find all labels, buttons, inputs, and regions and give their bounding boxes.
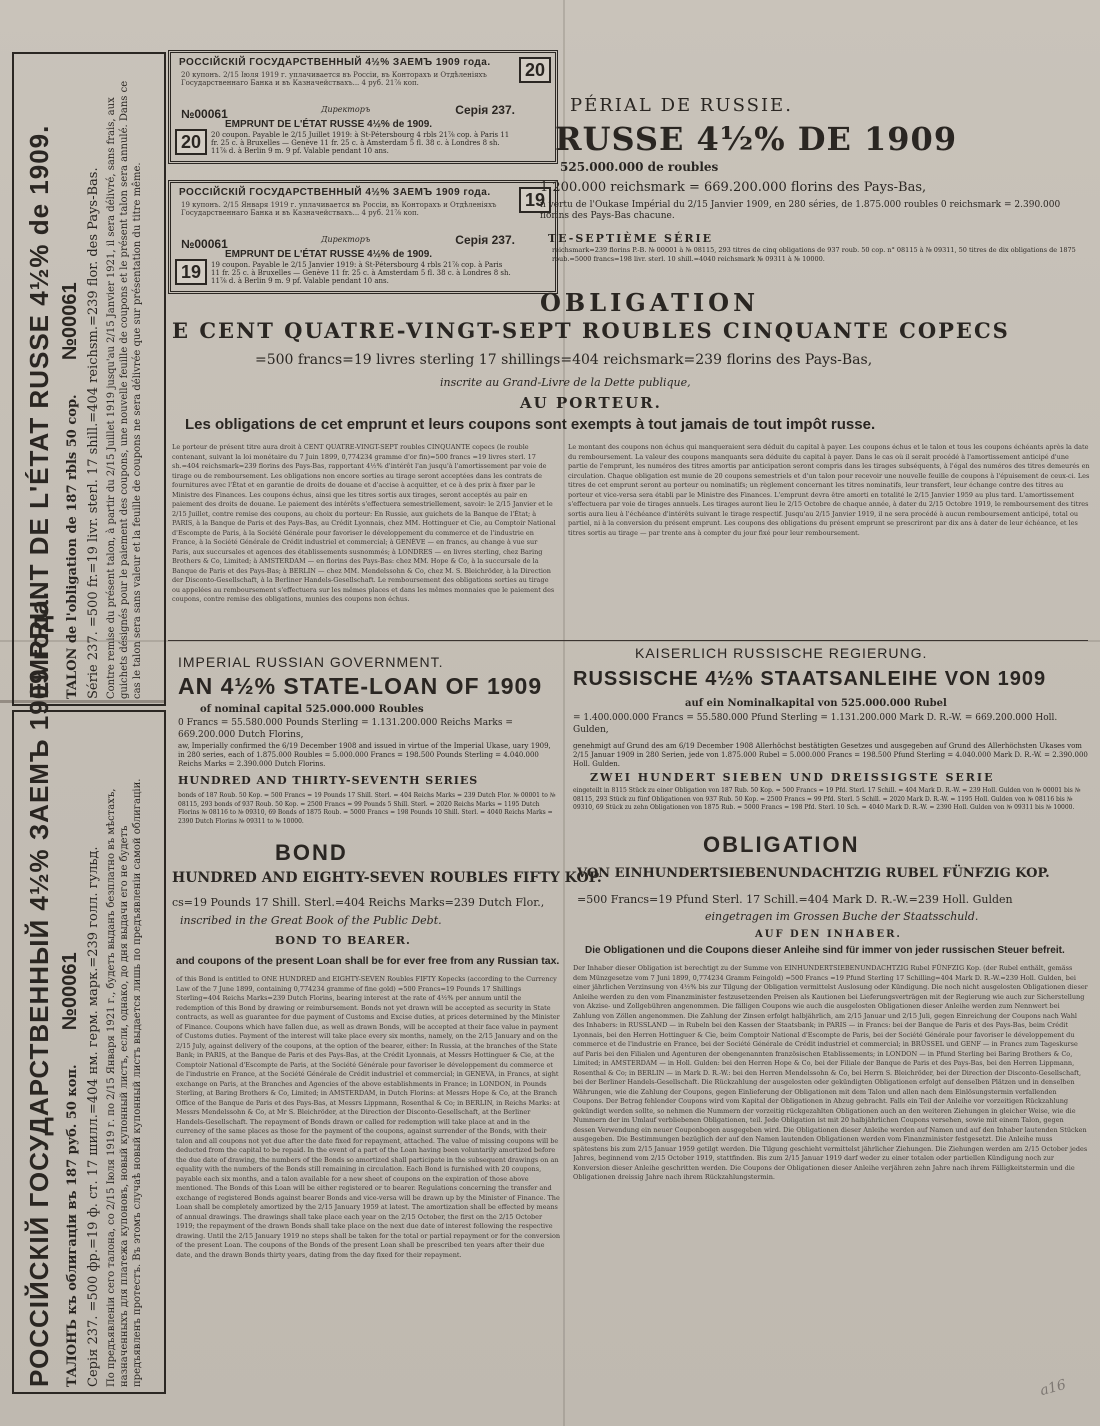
german-series-title: ZWEI HUNDERT SIEBEN UND DREISSIGSTE SERIE bbox=[590, 771, 995, 784]
german-amount: VON EINHUNDERTSIEBENUNDACHTZIG RUBEL FÜNFZIG KOP. bbox=[577, 866, 1050, 881]
talon-russian-series: Серія 237. bbox=[86, 1315, 101, 1387]
coupon-20-number-top: 20 bbox=[519, 57, 551, 83]
french-tax-exempt: Les obligations de cet emprunt et leurs coupons sont exempts à tout jamais de tout impôt russe. bbox=[185, 416, 876, 433]
talon-russian-number: №00061 bbox=[59, 952, 81, 1031]
english-tax-exempt: and coupons of the present Loan shall be for ever free from any Russian tax. bbox=[176, 955, 560, 967]
english-amount: HUNDRED AND EIGHTY-SEVEN ROUBLES FIFTY KOP. bbox=[172, 870, 602, 886]
pencil-mark: a16 bbox=[1038, 1376, 1068, 1400]
german-tax-exempt: Die Obligationen und die Coupons dieser Anleihe sind für immer von jeder russischen Steuer befreit. bbox=[585, 945, 1065, 956]
coupon-20-ru-header: РОССІЙСКІЙ ГОСУДАРСТВЕННЫЙ 4½% ЗАЕМЪ 1909 года. bbox=[179, 57, 491, 68]
german-conversion: = 1.400.000.000 Francs = 55.580.000 Pfund Sterling = 1.131.200.000 Mark D. R.-W. = 669.200.000 Holl. Gulden, bbox=[573, 713, 1058, 735]
coupon-19-series: Серія 237. bbox=[455, 233, 515, 247]
german-loan-title: RUSSISCHE 4½% STAATSANLEIHE VON 1909 bbox=[573, 668, 1047, 690]
english-conversion: 0 Francs = 55.580.000 Pounds Sterling = 1.131.200.000 Reichs Marks = 669.200.000 Dutch Florins, bbox=[178, 718, 513, 740]
coupon-19-ru-text: 19 купонъ. 2/15 Января 1919 г. уплачивается въ Россіи, въ Конторахъ и Отдѣленіяхъ Государственнаго Банка и въ Казначействахъ... 4 руб. 21⅞ коп. bbox=[181, 201, 497, 217]
coupon-20-series: Серія 237. bbox=[455, 103, 515, 117]
coupon-20 bbox=[168, 50, 558, 164]
french-terms-left: Le porteur de présent titre aura droit à CENT QUATRE-VINGT-SEPT roubles CINQUANTE copecs (le rouble contenant, suivant la loi monétaire du 7 Juin 1899, 0,774234 gramme d'or fin)=500 francs =19 livres sterl. 17 sh.=404 reichsmark=239 florins des Pays-Bas, rapportant 4½% d'intérêt l'an jusqu'à l'amortissement par voie de tirage ou de remboursement. Les obligations non encore sorties au tirage seront acceptées dans les contrats de fournitures avec l'État et en garantie de droits de douane et d'accise à acquitter, et ce à des prix à fixer par le Ministre des Finances. Les coupons échus, ainsi que les titres sortis aux tirages, seront acceptés au pair en paiement des droits de douane. Le paiement des intérêts s'effectuera semestriellement, savoir: le 2/15 Janvier et le 2/15 Juillet, contre remise des coupons, au choix du porteur: En Russie, aux guichets de la Banque de l'État; à PARIS, à la Banque de Paris et des Pays-Bas, au Crédit Lyonnais, chez MM. Hottinguer et Cie, au Comptoir National d'Escompte de Paris, à la Société Générale pour favoriser le développement du commerce et de l'industrie en France, à la Société Générale de Crédit industriel et commercial; à GENÈVE — en francs, au change à vue sur Paris, aux succursales et agences des établissements susnommés; à LONDRES — en livres sterling, chez Baring Brothers & Co, Limited; à AMSTERDAM — en florins des Pays-Bas: chez MM. Hope & Co, à la succursale de la Banque de Paris et des Pays-Bas; à BERLIN — chez MM. Mendelssohn & Co, chez M. S. Bleichröder, à la Direction der Disconto-Gesellschaft, à la Berliner Handels-Gesellschaft. Le remboursement des obligations sorties au tirage ou appelées au remboursement s'effectuera sur les mêmes places et dans les mêmes monnaies que le paiement des coupons, contre remise des obligations, munies des coupons non échus. bbox=[172, 443, 556, 603]
french-obligation-title: OBLIGATION bbox=[540, 288, 760, 317]
german-terms: Der Inhaber dieser Obligation ist berechtigt zu der Summe von EINHUNDERTSIEBENUNDACHTZIG Rubel FÜNFZIG Kop. (der Rubel enthält, gemäss dem Münzgesetze vom 7 Juni 1899, 0,774234 Gramm Feingold) =500 Francs =19 Pfund Sterling 17 Schilling=404 Mark D. R.-W.=239 Holl. Gulden, bei einer jährlichen Verzinsung von 4½% bis zur Tilgung der Obligation vermittelst Auslosung oder Kündigung. Die noch nicht ausgelosten Obligationen dieser Anleihe werden zu den vom Finanzminister festzusetzenden Preisen als Kautionen bei Lieferungsverträgen mit der Regierung wie auch zur Sicherstellung von Akzise- und Zollgebühren angenommen. Die fälligen Coupons wie auch die ausgelosten Obligationen dieser Anleihe werden zum Nennwert bei Zahlung von Zöllen angenommen. Die Zahlung der Zinsen erfolgt halbjährlich, am 2/15 Januar und 2/15 Juli, gegen Einreichung der Coupons nach Wahl des Inhabers: in RUSSLAND — in Rubeln bei den Kassen der Staatsbank; in PARIS — in Francs: bei der Banque de Paris et des Pays-Bas, beim Crédit Lyonnais, bei den Herren Hottinguer & Cie, beim Comptoir National d'Escompte de Paris, bei der Société Générale pour favoriser le développement du commerce et de l'industrie en France, bei der Société Générale de Crédit industriel et commercial; in BRÜSSEL und GENF — in Francs zum Tageskurse auf Paris bei den Filialen und Agenturen der obengenannten französischen Etablissements; in LONDON — in Pfund Sterling bei Baring Brothers & Co, Limited; in AMSTERDAM — in Holl. Gulden: bei den Herren Hope & Co, bei der Filiale der Banque de Paris et des Pays-Bas, bei den Herren Lippmann, Rosenthal & Co; in BERLIN — in Mark D. R.-W.: bei den Herren Mendelssohn & Co, bei Herrn S. Bleichröder, bei der Direction der Disconto-Gesellschaft, bei der Berliner Handels-Gesellschaft. Die Rückzahlung der ausgelosten oder gekündigten Obligationen erfolgt auf denselben Plätzen und in denselben Währungen, wie die Zahlung der Coupons, gegen Einlieferung der Obligationen mit dem Talon und allen nach dem Einlösungstermin verfallenden Coupons. Der Betrag fehlender Coupons wird vom Kapital der Obligationen in Abzug gebracht. Falls ein Teil der Anleihe vor vorzeitigen Rückzahlung gekündigt werden sollte, so nehmen die Nummern der vorzeitig rückgezahlten Obligationen auch an den weiteren Ziehungen in gleicher Weise, wie die Nummern der im Umlauf verbliebenen Obligationen, teil. Jede Obligation ist mit 20 halbjährlichen Coupons versehen, sowie mit einem Talon, gegen dessen Verwendung ein neuer Couponbogen ausgegeben wird. Die Obligationen dieser Anleihe werden auf Namen und auf den Inhaber lautenden Stücken ausgegeben. Die Bestimmungen bezüglich der auf den Namen lautenden Obligationen werden vom Finanzminister festgesetzt. Die Anleihe muss spätestens bis zum 2/15 Januar 1959 getilgt werden. Die Tilgung geschieht vermittelst jährlicher Ziehungen. Die Ziehungen werden am 2/15 October jedes Jahres, beginnend vom 2/15 October 1919, stattfinden. Bis zum 2/15 Januar 1919 darf weder zu einer totalen oder partiellen Kündigung noch zur Konversion dieser Anleihe geschritten werden. Die Coupons der Obligationen dieser Anleihe verjähren zehn Jahre nach ihrem Fälligkeitstermin und die Obligationen dreissig Jahre nach ihrem Rückzahlungstermin. bbox=[573, 964, 1088, 1181]
french-series-title: TE-SEPTIÈME SÉRIE bbox=[548, 232, 714, 245]
talon-russian-title: РОССІЙСКІЙ ГОСУДАРСТВЕННЫЙ 4½% ЗАЕМЪ 1909 года. bbox=[24, 590, 54, 1387]
french-loan-title: RUSSE 4½% DE 1909 bbox=[555, 120, 958, 158]
talon-russian-text: По предъявленіи сего талона, со 2/15 Іюля 1919 г. по 2/15 Января 1921 г., будетъ выданъ безплатно въ мѣстахъ, назначенныхъ для платежа купоновъ, новый купонный листъ, если, однако, до дня выдачи его не будетъ предъявленъ протестъ. Въ этомъ случаѣ новый купонный листъ выдается лишь по предъявленіи самой облигаціи. bbox=[106, 778, 143, 1387]
english-inscribed: inscribed in the Great Book of the Public Debt. bbox=[180, 914, 442, 927]
talon-russian-line: ТАЛОНЪ къ облигаціи въ 187 руб. 50 коп. bbox=[65, 1064, 80, 1387]
coupon-20-ru-text: 20 купонъ. 2/15 Іюля 1919 г. уплачивается въ Россіи, въ Конторахъ и Отдѣленіяхъ Государственнаго Банка и въ Казначействахъ... 4 руб. 21⅞ коп. bbox=[181, 71, 487, 87]
german-issue-text: genehmigt auf Grund des am 6/19 December 1908 Allerhöchst bestätigten Gesetzes und ausgegeben auf Grund des Allerhöchsten Ukases vom 2/15 Januar 1909 in 280 Serien, jede von 1.875.000 Rubel = 5.000.000 Francs = 198.500 Pfund Sterling = 4.040.000 Mark D. R.-W. = 2.390.000 Holl. Gulden. bbox=[573, 742, 1088, 768]
french-denomination-text: reichsmark=239 florins P.-B. № 00001 à № 08115, 293 titres de cinq obligations de 937 roub. 50 cop. n° 08115 à № 09311, 50 titres de dix obligations de 1875 roub.=5000 francs=198 livr. sterl. 10 shill.=4040 reichsmark № 09311 à № 10000. bbox=[552, 246, 1076, 263]
english-series-title: HUNDRED AND THIRTY-SEVENTH SERIES bbox=[178, 774, 479, 787]
french-equivalent: =500 francs=19 livres sterling 17 shillings=404 reichsmark=239 florins des Pays-Bas, bbox=[255, 352, 873, 368]
german-capital: auf ein Nominalkapital von 525.000.000 Rubel bbox=[685, 698, 947, 709]
french-inscribed: inscrite au Grand-Livre de la Dette publique, bbox=[440, 376, 691, 389]
coupon-20-fr-header: EMPRUNT DE L'ÉTAT RUSSE 4½% de 1909. bbox=[225, 119, 433, 130]
coupon-20-serial: №00061 bbox=[181, 107, 228, 121]
french-sum: 1.200.000 reichsmark = 669.200.000 florins des Pays-Bas, bbox=[540, 180, 927, 195]
french-capital: 525.000.000 de roubles bbox=[560, 160, 719, 174]
coupon-19-number-top: 19 bbox=[519, 187, 551, 213]
german-denomination-text: eingeteilt in 8115 Stück zu einer Obligation von 187 Rub. 50 Kop. = 500 Francs = 19 Pfd. Sterl. 17 Schill. = 404 Mark D. R.-W. = 239 Holl. Gulden von № 00001 bis № 08115, 293 Stück zu fünf Obligationen von 937 Rub. 50 Kop. = 2500 Francs = 99 Pfd. Sterl. 5 Schill. = 2020 Mark D. R.-W. = 1195 Holl. Gulden von № 08116 bis № 09310, 69 Stück zu zehn Obligationen von 1875 Rub. = 5000 Francs = 198 Pfd. Sterl. 10 Sch. = 4040 Mark D. R.-W. = 2390 Holl. Gulden von № 09311 bis № 10000. bbox=[573, 787, 1081, 811]
english-loan-title: AN 4½% STATE-LOAN OF 1909 bbox=[178, 673, 543, 699]
english-denomination-text: bonds of 187 Roub. 50 Kop. = 500 Francs = 19 Pounds 17 Shill. Sterl. = 404 Reichs Marks = 239 Dutch Flor. № 00001 to № 08115, 293 bonds of 937 Roub. 50 Kop. = 2500 Francs = 99 Pounds 5 Shill. Sterl. = 2020 Reichs Marks = 1195 Dutch Florins № 08116 to № 09310, 69 Bonds of 1875 Roub. = 5000 Francs = 198 Pounds 10 Shill. Sterl. = 4040 Reichs Marks = 2390 Dutch Florins № 09311 to № 10000. bbox=[178, 792, 556, 825]
english-capital: of nominal capital 525.000.000 Roubles bbox=[200, 704, 424, 715]
talon-french-series: Série 237. bbox=[86, 631, 101, 699]
coupon-19-fr-text: 19 coupon. Payable le 2/15 Janvier 1919: à St-Pétersbourg 4 rbls 21⅞ cop. à Paris 11 fr. 25 c. à Bruxelles — Genève 11 fr. 25 c. à Amsterdam 5 fl. 38 c. à Londres 8 sh. 11⅞ d. à Berlin 9 m. 9 pf. Valable pendant 10 ans. bbox=[211, 261, 511, 285]
section-divider bbox=[168, 640, 1088, 641]
talon-russian-value: =500 фр.=19 ф. ст. 17 шилл.=404 нм. герм. марк.=239 голл. гульд. bbox=[86, 846, 101, 1312]
french-amount: E CENT QUATRE-VINGT-SEPT ROUBLES CINQUANTE COPECS bbox=[172, 318, 1010, 343]
coupon-20-fr-text: 20 coupon. Payable le 2/15 Juillet 1919: à St-Pétersbourg 4 rbls 21⅞ cop. à Paris 11 fr. 25 c. à Bruxelles — Genève 11 fr. 25 c. à Amsterdam 5 fl. 38 c. à Londres 8 sh. 11⅞ d. à Berlin 9 m. 9 pf. Valable pendant 10 ans. bbox=[211, 131, 510, 155]
coupon-19 bbox=[168, 180, 558, 294]
german-government-heading: KAISERLICH RUSSISCHE REGIERUNG. bbox=[635, 645, 928, 661]
french-government-heading: PÉRIAL DE RUSSIE. bbox=[570, 95, 793, 116]
german-obligation-title: OBLIGATION bbox=[703, 832, 860, 857]
french-issue-text: n vertu de l'Oukase Impérial du 2/15 Janvier 1909, en 280 séries, de 1.875.000 roubles 0 reichsmark = 2.390.000 florins des Pays-Bas chacune. bbox=[540, 200, 1061, 221]
coupon-20-number-bottom: 20 bbox=[175, 129, 207, 155]
talon-french-title: EMPRUNT DE L'ÉTAT RUSSE 4½% de 1909. bbox=[24, 124, 54, 699]
english-bond-title: BOND bbox=[275, 840, 348, 865]
german-bearer: AUF DEN INHABER. bbox=[755, 929, 902, 940]
coupon-19-director: Директоръ bbox=[321, 235, 371, 244]
coupon-20-director: Директоръ bbox=[321, 105, 371, 114]
talon-french-line: TALON de l'obligation de 187 rbls 50 cop. bbox=[65, 394, 80, 699]
english-equivalent: cs=19 Pounds 17 Shill. Sterl.=404 Reichs Marks=239 Dutch Flor., bbox=[172, 896, 545, 909]
talon-french-text: Contre remise du présent talon, à partir du 2/15 Juillet 1919 jusqu'au 2/15 Janvier 1921, il sera délivré, sans frais, aux guichets désignés pour le paiement des coupons, une nouvelle feuille de coupons et le présent talon sera annulé. Dans ce cas le talon sera sans valeur et la feuille de coupons ne sera délivrée que sur présentation du titre même. bbox=[106, 80, 143, 699]
german-inscribed: eingetragen im Grossen Buche der Staatsschuld. bbox=[705, 910, 979, 923]
talon-french-value: =500 fr.=19 livr. sterl. 17 shill.=404 reichsm.=239 flor. des Pays-Bas. bbox=[86, 167, 101, 628]
german-equivalent: =500 Francs=19 Pfund Sterl. 17 Schill.=404 Mark D. R.-W.=239 Holl. Gulden bbox=[577, 893, 1013, 906]
coupon-19-fr-header: EMPRUNT DE L'ÉTAT RUSSE 4½% de 1909. bbox=[225, 249, 433, 260]
coupon-19-serial: №00061 bbox=[181, 237, 228, 251]
talon-french-number: №00061 bbox=[59, 282, 81, 361]
english-bearer: BOND TO BEARER. bbox=[275, 934, 411, 947]
coupon-19-ru-header: РОССІЙСКІЙ ГОСУДАРСТВЕННЫЙ 4½% ЗАЕМЪ 1909 года. bbox=[179, 187, 491, 198]
english-issue-text: aw, Imperially confirmed the 6/19 December 1908 and issued in virtue of the Imperial Ukase, uary 1909, in 280 series, each of 1.875.000 Roubles = 5.000.000 Francs = 198.500 Pounds Sterling = 4.040.000 Reichs Marks = 2.390.000 Dutch Florins. bbox=[178, 742, 551, 768]
french-bearer: AU PORTEUR. bbox=[520, 394, 662, 412]
french-terms-right: Le montant des coupons non échus qui manqueraient sera déduit du capital à payer. Les coupons échus et le talon et tous les coupons échéants après la date du remboursement. La valeur des coupons manquants sera déduite du capital à payer. Dans le cas où il serait procédé à l'amortissement anticipé d'une partie de l'emprunt, les numéros des titres amortis par anticipation seront compris dans les tirages subséquents, à l'égal des numéros des titres demeurés en circulation. Chaque obligation est munie de 20 coupons semestriels et d'un talon pour recevoir une nouvelle feuille de coupons à l'épuisement de ceux-ci. Les titres de cet emprunt seront au porteur ou nominatifs; un règlement concernant les titres nominatifs, leur transfert, leur échange contre des titres au porteur et vice-versa sera établi par le Ministre des Finances. L'emprunt devra être amorti en totalité le 2/15 Janvier 1959 au plus tard. L'amortissement s'effectuera par voie de tirages annuels. Les tirages auront lieu le 2/15 Octobre de chaque année, à dater du 2/15 Octobre 1919, le remboursement des titres sortis aura lieu à l'échéance d'intérêts suivant le tirage respectif. Jusqu'au 2/15 Janvier 1919, il ne sera procédé à aucun remboursement anticipé, total ou partiel, ni à la conversion du présent emprunt. Les coupons des obligations du présent emprunt se prescriront par dix ans à dater de leur échéance, et les titres sortis au tirage — par trente ans à compter du jour fixé pour leur remboursement. bbox=[568, 443, 1090, 537]
english-terms: of this Bond is entitled to ONE HUNDRED and EIGHTY-SEVEN Roubles FIFTY Kopecks (according to the Currency Law of the 7 June 1899, containing 0,774234 gramme of fine gold) =500 Francs=19 Pounds 17 Shillings Sterling=404 Reichs Marks=239 Dutch Florins, bearing interest at the rate of 4½% per annum until the redemption of this Bond by drawing or reimbursement. Bonds not yet drawn will be accepted as security in State contracts, as well as guarantee for due payment of Customs and Excise duties, at prices determined by the Minister of Finance. Coupons which have fallen due, as well as drawn Bonds, will be accepted at their face value in payment of Customs duties. Payment of the interest will take place every six months, namely, on the 2/15 January and on the 2/15 July, against delivery of the coupons, at the option of the bearer, either: In Russia, at the branches of the State Bank; in PARIS, at the Banque de Paris et des Pays-Bas, at the Crédit Lyonnais, at Messrs Hottinguer & Cie, at the Comptoir National d'Escompte de Paris, at the Société Générale pour favoriser le développement du commerce et de l'industrie en France, at the Société Générale de Crédit industriel et commercial; in GENEVA, in Francs, at sight exchange on Paris, at the Branches and Agencies of the above establishments in France; in LONDON, in Pounds Sterling, at Baring Brothers & Co, Limited; in AMSTERDAM, in Dutch Florins: at Messrs Hope & Co, at the Branch Office of the Banque de Paris et des Pays-Bas, at Messrs Lippmann, Rosenthal & Co; in BERLIN, in Reichs Marks: at Messrs Mendelssohn & Co, at Mr S. Bleichröder, at the Direction der Disconto-Gesellschaft, at the Berliner Handels-Gesellschaft. The repayment of Bonds drawn or called for redemption will take place at and in the currency of the same places as those for the payment of the coupons, against surrender of the Bonds, with their talon and all coupons not yet due after the date fixed for repayment, attached. The value of missing coupons will be deducted from the capital to be repaid. In the event of a part of the Loan having been voluntarily amortized before the due date of drawing, the numbers of the Bonds so amortized shall participate in the subsequent drawings on an equality with the numbers of the Bonds still remaining in circulation. Each Bond is furnished with 20 coupons, payable each six months, and a talon available for a new sheet of coupons on the expiration of those above mentioned. The Bonds of this Loan will be either registered or to bearer. Regulations concerning the transfer and exchange of registered Bonds against bearer Bonds and vice-versa will be drawn up by the Minister of Finance. The Loan shall be completely amortized by the 2/15 January 1959 at latest. The amortization shall be effected by means of annual drawings. The drawings shall take place each year on the 2/15 October, the first on the 2/15 October 1919; the repayment of the drawn Bonds shall take place on the next due date of interest following the respective drawing. Until the 2/15 January 1919 no steps shall be taken for the total or partial repayment or for the conversion of the present Loan. The coupons of the Bonds of the present Loan shall be prescribed ten years after their due date, and the drawn Bonds thirty years, dating from the day fixed for their repayment. bbox=[176, 975, 561, 1259]
coupon-19-number-bottom: 19 bbox=[175, 259, 207, 285]
english-government-heading: IMPERIAL RUSSIAN GOVERNMENT. bbox=[178, 654, 444, 670]
